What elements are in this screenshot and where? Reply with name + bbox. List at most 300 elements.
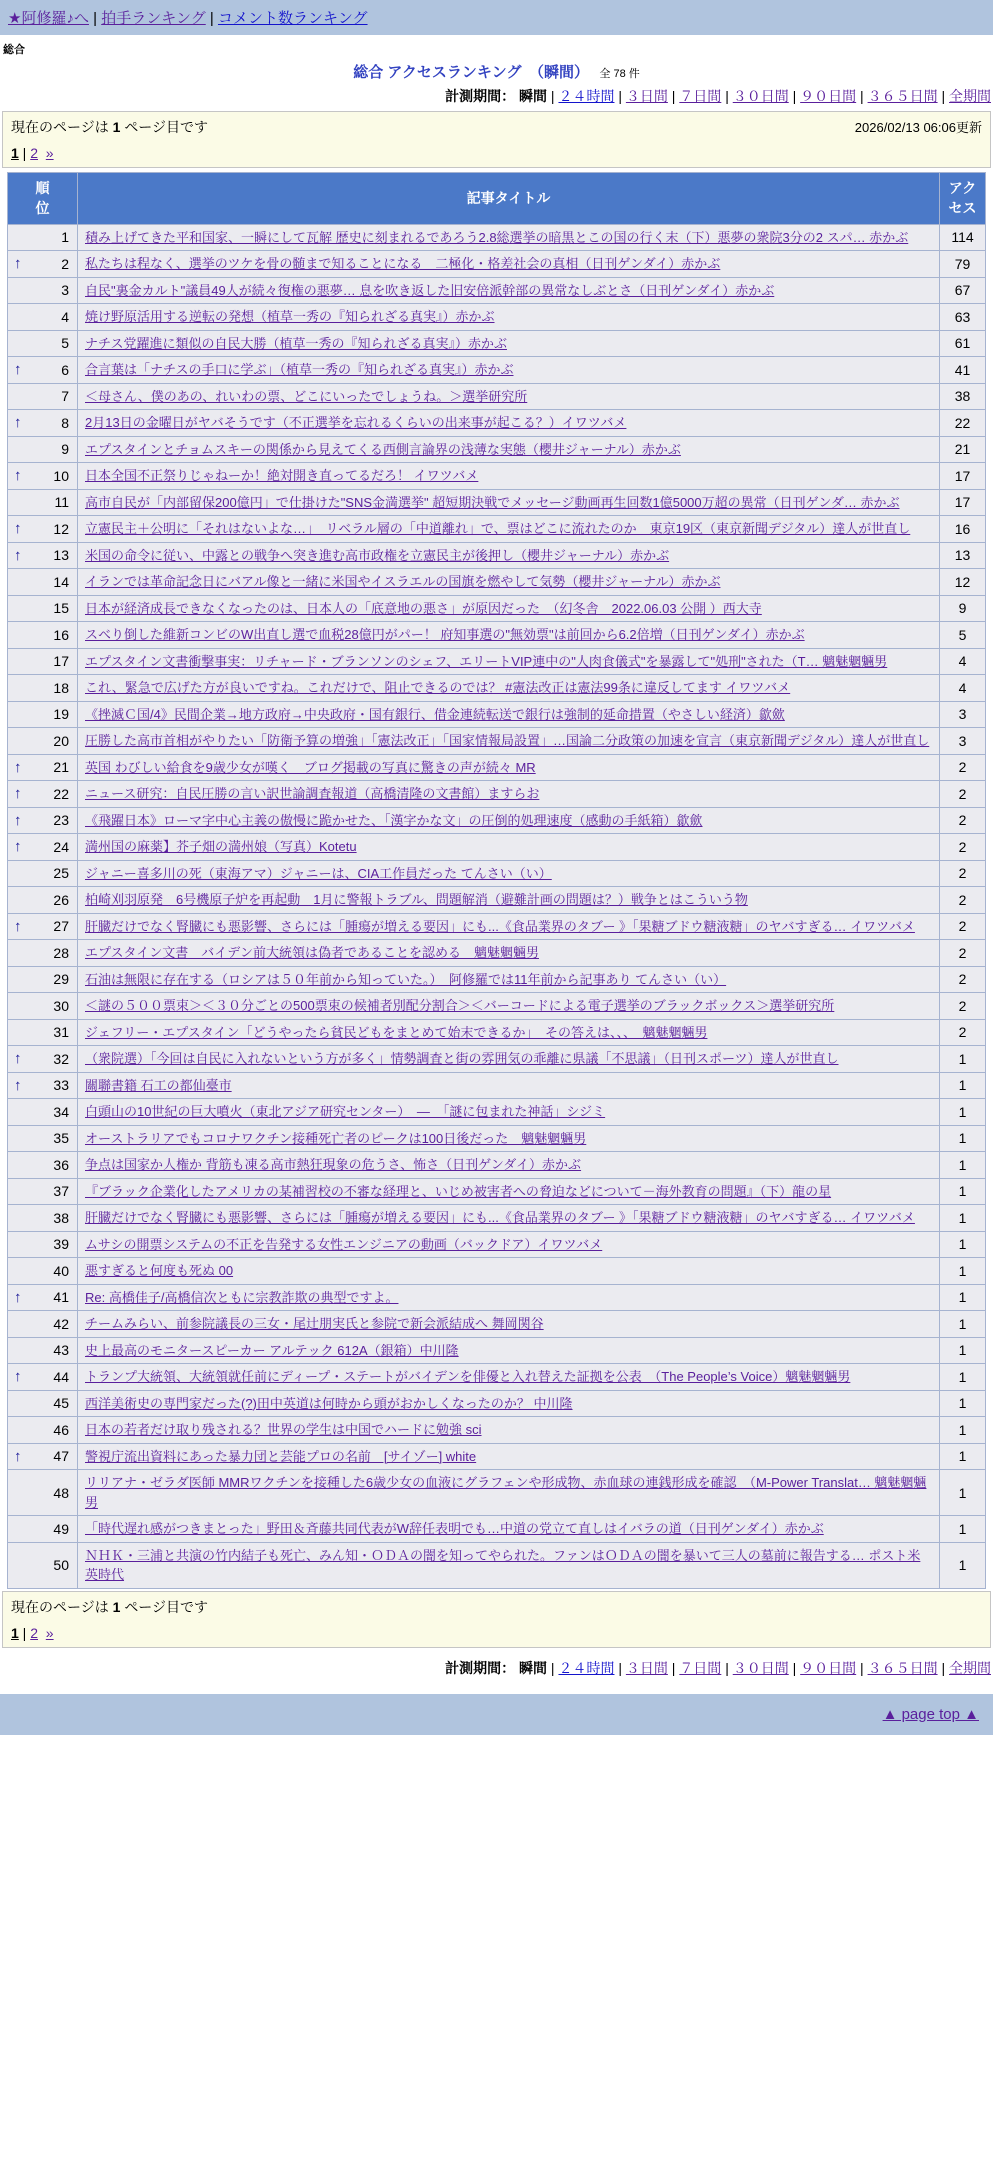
title-cell [78,516,940,543]
pagination-top: 1 | 2 » [11,145,54,161]
title-cell [78,648,940,675]
period-link[interactable]: ２４時間 [558,88,615,104]
rank-number: 38 [53,1209,69,1226]
rank-cell [8,436,78,463]
access-count: 5 [940,622,986,649]
period-current: 瞬間 [519,88,548,104]
top-nav: ★阿修羅♪へ | 拍手ランキング | コメント数ランキング [0,0,993,35]
access-count: 67 [940,277,986,304]
access-count: 2 [940,781,986,808]
article-link[interactable]: 満州国の麻薬】芥子畑の満州娘（写真）Kotetu [85,839,357,855]
rank-number: 41 [53,1289,69,1306]
table-row [8,860,986,887]
access-count: 1 [940,1046,986,1073]
rank-number: 43 [53,1342,69,1359]
article-link[interactable]: イランでは革命記念日にバアル像と一緒に米国やイスラエルの国旗を燃やして気勢（櫻井ジャーナル）赤かぶ [85,574,721,590]
period-link[interactable]: ７日間 [679,88,722,104]
article-link[interactable]: 史上最高のモニタースピーカー アルテック 612A（銀箱）中川隆 [85,1342,459,1358]
article-link[interactable]: 日本の若者だけ取り残される？世界の学生は中国でハードに勉強 sci [85,1422,482,1438]
table-row [8,1125,986,1152]
table-row [8,277,986,304]
article-link[interactable]: 肝臓だけでなく腎臓にも悪影響、さらには「腫瘍が増える要因」にも...《食品業界のタブー 》「果糖ブドウ糖液糖」のヤバすぎる… イワツバメ [85,1210,915,1226]
access-count: 1 [940,1072,986,1099]
access-count: 3 [940,701,986,728]
period-label: 計測期間： [445,1659,516,1676]
article-link[interactable]: チームみらい、前参院議長の三女・尾辻朋実氏と参院で新会派結成へ 舞岡関谷 [85,1316,544,1332]
rank-up-arrow-icon: ↑ [14,811,22,829]
rank-cell [8,357,78,384]
table-row [8,1258,986,1285]
rank-number: 23 [53,812,69,829]
access-count: 1 [940,1390,986,1417]
rank-number: 25 [53,865,69,882]
table-row [8,1284,986,1311]
top-nav-link[interactable]: コメント数ランキング [217,10,368,27]
period-selector-top: 計測期間： 瞬間 | ２４時間 | ３日間 | ７日間 | ３０日間 | ９０日間 | ３６５日間 | 全期間 [445,88,991,104]
article-link[interactable]: オーストラリアでもコロナワクチン接種死亡者のピークは100日後だった 魑魅魍魎男 [85,1130,587,1146]
rank-cell [8,251,78,278]
access-count: 2 [940,913,986,940]
article-link[interactable]: 日本が経済成長できなくなったのは、日本人の「底意地の悪さ」が原因だった （幻冬舎 2022.06.03 公開 ）西大寺 [85,600,762,616]
rank-number: 10 [53,467,69,484]
rank-cell [8,887,78,914]
article-link[interactable]: 『ブラック企業化したアメリカの某補習校の不審な経理と、いじめ被害者への脅迫などについて－海外教育の問題』（下）龍の星 [85,1183,832,1199]
article-link[interactable]: ＜謎の５００票束＞＜３０分ごとの500票束の候補者別配分割合＞＜バーコードによる電子選挙のブラックボックス＞選挙研究所 [85,998,835,1014]
ranking-table [7,172,986,1589]
title-cell [78,304,940,331]
title-cell [78,1125,940,1152]
access-count: 2 [940,807,986,834]
title-cell [78,436,940,463]
rank-cell [8,383,78,410]
rank-cell [8,1072,78,1099]
access-count: 1 [940,1231,986,1258]
title-cell [78,1364,940,1391]
access-count: 2 [940,1019,986,1046]
rank-number: 46 [53,1421,69,1438]
title-cell [78,1258,940,1285]
top-nav-link[interactable]: 拍手ランキング [101,10,206,27]
rank-cell [8,1284,78,1311]
article-link[interactable]: リリアナ・ゼラダ医師 MMRワクチンを接種した6歳少女の血液にグラフェンや形成物、赤血球の連銭形成を確認 （M-Power Translat… 魑魅魍魎男 [85,1475,927,1510]
title-cell [78,834,940,861]
rank-number: 15 [53,600,69,617]
article-link[interactable]: エプスタインとチョムスキーの関係から見えてくる西側言論界の浅薄な実態（櫻井ジャーナル）赤かぶ [85,441,681,457]
rank-cell [8,754,78,781]
rank-number: 44 [53,1368,69,1385]
access-count: 1 [940,1337,986,1364]
access-count: 2 [940,860,986,887]
article-link[interactable]: 積み上げてきた平和国家、一瞬にして瓦解 歴史に刻まれるであろう2.8総選挙の暗黒とこの国の行く末（下）悪夢の衆院3分の2 スパ… 赤かぶ [85,229,909,245]
period-link[interactable]: 全期間 [949,1659,991,1676]
article-link[interactable]: スベり倒した維新コンビのW出直し選で血税28億円がパー！ 府知事選の"無効票"は前回から6.2倍増（日刊ゲンダイ）赤かぶ [85,627,805,643]
rank-number: 45 [53,1395,69,1412]
article-link[interactable]: 争点は国家か人権か 背筋も凍る高市熱狂現象の危うさ、怖さ（日刊ゲンダイ）赤かぶ [85,1157,582,1173]
rank-cell [8,1364,78,1391]
rank-number: 11 [54,494,69,511]
access-count: 38 [940,383,986,410]
access-count: 16 [940,516,986,543]
rank-up-arrow-icon: ↑ [14,758,22,776]
table-row [8,1072,986,1099]
article-link[interactable]: ニュース研究：自民圧勝の言い訳世論調査報道（高橋清隆の文書館）ますらお [85,786,540,802]
table-row [8,807,986,834]
rank-cell [8,304,78,331]
table-row [8,1019,986,1046]
rank-cell [8,1258,78,1285]
title-cell [78,1390,940,1417]
rank-number: 18 [53,679,69,696]
rank-number: 34 [53,1103,69,1120]
article-link[interactable]: 悪すぎると何度も死ぬ 00 [85,1263,234,1279]
period-link[interactable]: ３日間 [625,1659,668,1676]
rank-cell [8,1516,78,1543]
title-cell [78,1231,940,1258]
rank-up-arrow-icon: ↑ [14,414,22,432]
rank-number: 40 [53,1262,69,1279]
table-row [8,1152,986,1179]
table-row [8,489,986,516]
period-link[interactable]: ３日間 [625,88,668,104]
page-top-link[interactable]: ▲ page top ▲ [882,1705,979,1723]
rank-number: 42 [53,1315,69,1332]
page-top-bar [0,1694,993,1735]
title-cell [78,1019,940,1046]
article-link[interactable]: 日本全国不正祭りじゃねーか！絶対開き直ってるだろ！ イワツバメ [85,468,479,484]
rank-cell [8,834,78,861]
access-count: 2 [940,993,986,1020]
rank-cell [8,1470,78,1516]
title-cell [78,569,940,596]
page-info-box-top [2,111,991,168]
rank-number: 4 [61,308,69,325]
table-row [8,410,986,437]
title-cell [78,1470,940,1516]
article-link[interactable]: 白頭山の10世紀の巨大噴火（東北アジア研究センター） ― 「謎に包まれた神話」シジミ [85,1104,606,1120]
table-row [8,569,986,596]
title-cell [78,251,940,278]
period-link[interactable]: ３０日間 [732,1659,789,1676]
access-count: 63 [940,304,986,331]
period-label: 計測期間： [445,88,516,104]
access-count: 21 [940,436,986,463]
title-cell [78,966,940,993]
rank-up-arrow-icon: ↑ [14,1050,22,1068]
article-link[interactable]: 自民"裏金カルト"議員49人が続々復権の悪夢… 息を吹き返した旧安倍派幹部の異常なしぶとさ（日刊ゲンダイ）赤かぶ [85,282,775,298]
title-cell [78,622,940,649]
rank-up-arrow-icon: ↑ [14,467,22,485]
access-count: 1 [940,1443,986,1470]
article-link[interactable]: 焼け野原活用する逆転の発想（植草一秀の『知られざる真実』）赤かぶ [85,309,495,325]
article-link[interactable]: 「時代遅れ感がつきまとった」野田＆斉藤共同代表がW辞任表明でも…中道の党立て直しはイバラの道（日刊ゲンダイ）赤かぶ [85,1521,824,1537]
rank-cell [8,728,78,755]
article-link[interactable]: 石油は無限に存在する（ロシアは５０年前から知っていた。） 阿修羅では11年前から記事あり てんさい（い） [85,971,727,987]
access-count: 17 [940,463,986,490]
period-link[interactable]: ９０日間 [800,88,857,104]
table-row [8,834,986,861]
top-nav-link[interactable]: ★阿修羅♪へ [8,10,89,27]
rank-cell [8,1311,78,1338]
access-count: 4 [940,648,986,675]
rank-number: 19 [53,706,69,723]
table-row [8,595,986,622]
table-row [8,648,986,675]
access-count: 1 [940,1542,986,1588]
title-cell [78,1337,940,1364]
article-link[interactable]: エプスタイン文書衝撃事実：リチャード・ブランソンのシェフ、エリートVIP連中の"人肉食儀式"を暴露して"処刑"された（T… 魑魅魍魎男 [85,653,888,669]
title-cell [78,1152,940,1179]
rank-cell [8,940,78,967]
title-cell [78,410,940,437]
table-row [8,940,986,967]
table-row [8,993,986,1020]
table-row [8,224,986,251]
page-info-box-bottom [2,1591,991,1648]
article-link[interactable]: 2月13日の金曜日がヤバそうです（不正選挙を忘れるくらいの出来事が起こる？）イワツバメ [85,415,627,431]
rank-cell [8,675,78,702]
access-count: 1 [940,1417,986,1444]
table-row [8,516,986,543]
table-row [8,966,986,993]
rank-cell [8,1337,78,1364]
rank-cell [8,224,78,251]
table-row [8,1516,986,1543]
article-link[interactable]: エプスタイン文書 バイデン前大統領は偽者であることを認める 魑魅魍魎男 [85,945,539,961]
rank-number: 49 [53,1520,69,1537]
rank-number: 33 [53,1077,69,1094]
access-count: 1 [940,1258,986,1285]
pagination-next-link[interactable]: » [45,1624,54,1641]
title-cell [78,1311,940,1338]
period-current: 瞬間 [519,1659,548,1676]
access-count: 1 [940,1364,986,1391]
article-link[interactable]: ジェフリー・エプスタイン「どうやったら貧民どもをまとめて始末できるか」 その答えは、、、 魑魅魍魎男 [85,1024,708,1040]
article-link[interactable]: ＮＨＫ・三浦と共演の竹内結子も死亡、みん知・ＯＤＡの闇を知ってやられた。ファンはＯＤＡの闇を暴いて三人の墓前に報告する… ポスト米英時代 [85,1547,921,1583]
table-row [8,357,986,384]
title-header: 記事タイトル [78,173,940,225]
table-row [8,754,986,781]
article-link[interactable]: これ、緊急で広げた方が良いですね。これだけで、阻止できるのでは？ #憲法改正は憲法99条に違反してます イワツバメ [85,680,791,696]
title-cell [78,754,940,781]
table-row [8,1231,986,1258]
article-link[interactable]: 警視庁流出資料にあった暴力団と芸能プロの名前 [サイゾー] white [85,1448,477,1464]
rank-number: 24 [53,838,69,855]
period-link[interactable]: ９０日間 [800,1659,857,1676]
rank-number: 22 [53,785,69,802]
table-row [8,1046,986,1073]
table-row [8,304,986,331]
access-count: 9 [940,595,986,622]
article-link[interactable]: 柏崎刈羽原発 6号機原子炉を再起動 1月に警報トラブル、問題解消（避難計画の問題は？）戦争とはこういう物 [85,892,748,908]
rank-number: 31 [53,1024,69,1041]
rank-cell [8,701,78,728]
table-row [8,781,986,808]
title-cell [78,277,940,304]
rank-cell [8,1099,78,1126]
rank-cell [8,1019,78,1046]
rank-number: 3 [61,282,69,299]
pagination-current-page[interactable]: 1 [11,145,19,161]
table-row [8,251,986,278]
title-cell [78,860,940,887]
access-header: アクセス [940,173,986,225]
article-link[interactable]: ジャニー喜多川の死（東海アマ）ジャニーは、CIA工作員だった てんさい（い） [85,865,552,881]
title-cell [78,1046,940,1073]
rank-cell [8,542,78,569]
rank-header: 順位 [8,173,78,225]
article-link[interactable]: トランプ大統領、大統領就任前にディープ・ステートがバイデンを俳優と入れ替えた証拠を公表 （The People’s Voice）魑魅魍魎男 [85,1369,851,1385]
rank-number: 17 [53,653,69,670]
access-count: 12 [940,569,986,596]
access-count: 41 [940,357,986,384]
article-link[interactable]: 高市自民が「内部留保200億円」で仕掛けた"SNS金満選挙" 超短期決戦でメッセージ動画再生回数1億5000万超の異常（日刊ゲンダ… 赤かぶ [85,494,900,510]
article-link[interactable]: 合言葉は「ナチスの手口に学ぶ」（植草一秀の『知られざる真実』）赤かぶ [85,362,514,378]
rank-cell [8,913,78,940]
table-row [8,1470,986,1516]
page-title: 総合 アクセスランキング （瞬間） [353,64,589,81]
access-count: 1 [940,1284,986,1311]
rank-number: 30 [53,997,69,1014]
rank-cell [8,966,78,993]
title-cell [78,701,940,728]
rank-up-arrow-icon: ↑ [14,917,22,935]
title-cell [78,383,940,410]
access-count: 1 [940,1178,986,1205]
article-link[interactable]: ムサシの開票システムの不正を告発する女性エンジニアの動画（バックドア）イワツバメ [85,1236,603,1252]
current-page-text: 現在のページは 1 ページ目です [11,119,209,135]
rank-number: 9 [61,441,69,458]
article-link[interactable]: 立憲民主＋公明に「それはないよな…」 リベラル層の「中道離れ」で、票はどこに流れたのか 東京19区（東京新聞デジタル）達人が世直し [85,521,911,537]
rank-number: 21 [53,759,69,776]
pagination-current-page[interactable]: 1 [11,1624,19,1641]
title-cell [78,1542,940,1588]
title-cell [78,1072,940,1099]
article-link[interactable]: 《飛躍日本》ローマ字中心主義の傲慢に跪かせた、「漢字かな文」の圧倒的処理速度（感動の手紙箱）歙歛 [85,812,703,828]
pagination-page-link[interactable]: 2 [30,1624,39,1641]
title-cell [78,542,940,569]
access-count: 2 [940,940,986,967]
access-count: 2 [940,887,986,914]
table-row [8,1542,986,1588]
period-selector-bottom: 計測期間： 瞬間 | ２４時間 | ３日間 | ７日間 | ３０日間 | ９０日間 | ３６５日間 | 全期間 [445,1659,991,1676]
title-cell [78,940,940,967]
rank-up-arrow-icon: ↑ [14,520,22,538]
rank-number: 2 [61,255,69,272]
rank-number: 1 [61,229,69,246]
period-link[interactable]: ３０日間 [732,88,789,104]
rank-number: 27 [53,918,69,935]
rank-cell [8,330,78,357]
rank-up-arrow-icon: ↑ [14,1368,22,1386]
title-cell [78,595,940,622]
rank-up-arrow-icon: ↑ [14,838,22,856]
pagination-bottom: 1 | 2 » [11,1624,54,1641]
rank-number: 12 [53,520,69,537]
pagination-page-link[interactable]: 2 [30,145,39,161]
rank-cell [8,860,78,887]
access-count: 17 [940,489,986,516]
rank-cell [8,1231,78,1258]
article-link[interactable]: 肝臓だけでなく腎臓にも悪影響、さらには「腫瘍が増える要因」にも...《食品業界のタブー 》「果糖ブドウ糖液糖」のヤバすぎる… イワツバメ [85,918,915,934]
updated-timestamp: 2026/02/13 06:06更新 [854,120,982,135]
access-count: 1 [940,1205,986,1232]
article-link[interactable]: ＜母さん、僕のあの、れいわの票、どこにいったでしょうね。＞選挙研究所 [85,388,528,404]
period-link[interactable]: ３６５日間 [867,88,938,104]
title-cell [78,1178,940,1205]
rank-cell [8,1443,78,1470]
access-count: 1 [940,1470,986,1516]
rank-number: 20 [53,732,69,749]
article-link[interactable]: 西洋美術史の専門家だった(?)田中英道は何時から頭がおかしくなったのか？ 中川隆 [85,1395,573,1411]
article-link[interactable]: 英国 わびしい給食を9歳少女が嘆く ブログ掲載の写真に驚きの声が続々 MR [85,759,536,775]
rank-cell [8,410,78,437]
access-count: 1 [940,1311,986,1338]
pagination-next-link[interactable]: » [45,145,54,161]
title-cell [78,1417,940,1444]
title-cell [78,489,940,516]
period-link[interactable]: ２４時間 [558,1659,615,1676]
title-cell [78,1516,940,1543]
rank-up-arrow-icon: ↑ [14,1288,22,1306]
access-count: 61 [940,330,986,357]
rank-number: 26 [53,891,69,908]
table-row [8,701,986,728]
title-cell [78,1099,940,1126]
access-count: 4 [940,675,986,702]
article-link[interactable]: Re: 高橋佳子/高橋信次ともに宗教詐欺の典型ですよ。 [85,1289,399,1305]
rank-cell [8,1125,78,1152]
article-link[interactable]: 米国の命令に従い、中露との戦争へ突き進む高市政権を立憲民主が後押し（櫻井ジャーナル）赤かぶ [85,547,670,563]
table-row [8,675,986,702]
title-cell [78,728,940,755]
title-cell [78,1443,940,1470]
access-count: 22 [940,410,986,437]
title-cell [78,993,940,1020]
rank-number: 47 [53,1448,69,1465]
category-label: 総合 [3,44,25,56]
article-link[interactable]: 《挫滅Ｃ国/4》民間企業→地方政府→中央政府・国有銀行、借金連続転送で銀行は強制的延命措置（やさしい経済）歙歛 [85,706,785,722]
rank-number: 5 [61,335,69,352]
title-cell [78,1284,940,1311]
article-link[interactable]: （衆院選）「今回は自民に入れないという方が多く」情勢調査と街の雰囲気の乖離に県議「不思議」（日刊スポーツ）達人が世直し [85,1051,839,1067]
article-link[interactable]: 關聯書籍 石工の都仙臺市 [85,1077,232,1093]
article-link[interactable]: 圧勝した高市首相がやりたい「防衛予算の増強」「憲法改正」「国家情報局設置」…国論二分政策の加速を宣言（東京新聞デジタル）達人が世直し [85,733,930,749]
table-row [8,1417,986,1444]
table-row [8,1390,986,1417]
period-link[interactable]: ３６５日間 [867,1659,938,1676]
rank-cell [8,1046,78,1073]
rank-number: 35 [53,1130,69,1147]
table-row [8,622,986,649]
rank-cell [8,277,78,304]
current-page-text: 現在のページは 1 ページ目です [11,1598,209,1615]
rank-cell [8,595,78,622]
access-count: 114 [940,224,986,251]
rank-cell [8,1417,78,1444]
rank-number: 16 [53,626,69,643]
table-row [8,1178,986,1205]
table-row [8,436,986,463]
article-link[interactable]: 私たちは程なく、選挙のツケを骨の髄まで知ることになる 二極化・格差社会の真相（日刊ゲンダイ）赤かぶ [85,256,721,272]
access-count: 2 [940,834,986,861]
rank-cell [8,463,78,490]
rank-number: 29 [53,971,69,988]
title-cell [78,807,940,834]
rank-up-arrow-icon: ↑ [14,255,22,273]
period-link[interactable]: 全期間 [949,88,991,104]
article-link[interactable]: ナチス党躍進に類似の自民大勝（植草一秀の『知られざる真実』）赤かぶ [85,335,507,351]
period-link[interactable]: ７日間 [679,1659,722,1676]
